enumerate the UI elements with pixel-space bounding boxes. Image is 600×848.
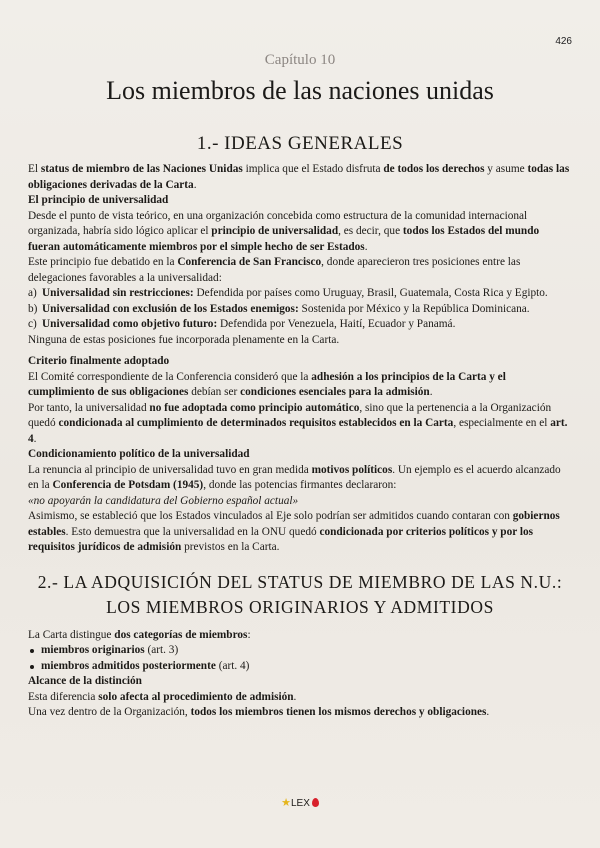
text-run: previstos en la Carta. — [181, 541, 280, 553]
text-run: . Esto demuestra que la universalidad en la ONU quedó — [65, 525, 320, 538]
text-run: La Carta distingue — [28, 628, 115, 641]
text-run: , es decir, que — [338, 225, 403, 237]
bold-run: solo afecta al procedimiento de admisión — [98, 690, 294, 703]
bold-run: de todos los derechos — [383, 163, 485, 175]
position-marker: a) — [28, 287, 37, 299]
text-run: . — [193, 178, 197, 191]
drop-icon — [312, 798, 319, 807]
political-paragraph-1 — [28, 463, 572, 494]
text-run: . — [364, 240, 368, 253]
page-number: 426 — [555, 36, 572, 47]
text-run: Por tanto, la universalidad — [28, 401, 150, 414]
position-label: Universalidad sin restricciones: — [42, 287, 194, 299]
text-run: Desde el punto de vista teórico, en una organización concebida como estructura de la comunidad internacional organizada, habría sido lógico aplicar el — [28, 209, 528, 237]
footer-logo — [0, 796, 600, 809]
bold-run: todos los miembros tienen los mismos derechos y obligaciones — [190, 706, 487, 718]
bold-run: gobiernos estables — [28, 510, 560, 538]
political-heading: Condicionamiento político de la universalidad — [28, 448, 250, 460]
text-run: debían ser — [188, 386, 241, 398]
bold-run: Conferencia de San Francisco — [177, 256, 322, 268]
position-item — [28, 317, 572, 333]
chapter-label: Capítulo 10 — [264, 52, 336, 68]
criterion-heading: Criterio finalmente adoptado — [28, 355, 170, 367]
text-run: y asume — [484, 163, 528, 175]
bold-run: principio de universalidad — [211, 225, 339, 237]
bold-run: motivos políticos — [311, 463, 393, 476]
bold-run: condicionada al cumplimiento de determinados requisitos establecidos en la Carta — [58, 417, 454, 429]
principle-heading: El principio de universalidad — [28, 194, 169, 206]
bold-run: todas las obligaciones derivadas de la Carta — [28, 163, 570, 191]
bullet-icon — [30, 665, 34, 669]
category-label: miembros originarios — [41, 644, 145, 656]
bold-run: no fue adoptada como principio automático — [149, 401, 360, 414]
category-item — [28, 659, 572, 675]
position-text: Sostenida por México y la República Dominicana. — [298, 302, 530, 315]
text-run: , sino que la pertenencia a la Organización quedó — [28, 401, 552, 429]
bold-run: todos los Estados del mundo fueran automáticamente miembros por el simple hecho de ser Estados — [28, 225, 540, 253]
text-run: , donde las potencias firmantes declararon: — [203, 479, 397, 491]
quote-text: «no apoyarán la candidatura del Gobierno español actual» — [28, 494, 299, 507]
text-run: , especialmente en el — [453, 417, 551, 429]
text-run: El Comité correspondiente de la Conferencia consideró que la — [28, 370, 312, 383]
position-label: Universalidad con exclusión de los Estados enemigos: — [42, 302, 299, 315]
position-marker: b) — [28, 302, 38, 315]
text-run: Esta diferencia — [28, 690, 99, 703]
text-run: implica que el Estado disfruta — [242, 163, 384, 175]
text-run: Una vez dentro de la Organización, — [28, 706, 191, 718]
principle-paragraph-2 — [28, 255, 572, 286]
position-label: Universalidad como objetivo futuro: — [42, 318, 218, 330]
bold-run: art. 4 — [28, 417, 568, 445]
bold-run: condiciones esenciales para la admisión — [240, 386, 430, 398]
position-item — [28, 302, 572, 318]
bold-run: status de miembro de las Naciones Unidas — [40, 163, 243, 175]
scope-paragraph-1 — [28, 690, 572, 706]
text-run: La renuncia al principio de universalidad tuvo en gran medida — [28, 463, 312, 476]
text-run: , donde aparecieron tres posiciones entre las delegaciones favorables a la universalidad: — [28, 256, 521, 284]
text-run: El — [28, 163, 41, 175]
text-run: . — [293, 690, 297, 703]
text-run: Este principio fue debatido en la — [28, 256, 178, 268]
position-text: Defendida por países como Uruguay, Brasil, Guatemala, Costa Rica y Egipto. — [193, 287, 548, 299]
position-marker: c) — [28, 318, 37, 330]
positions-note: Ninguna de estas posiciones fue incorporada plenamente en la Carta. — [28, 333, 340, 346]
categories-list — [28, 643, 572, 674]
text-run: Asimismo, se estableció que los Estados vinculados al Eje solo podrían ser admitidos cuando contaran con — [28, 510, 513, 522]
bold-run: condicionada por criterios políticos y por los requisitos jurídicos de admisión — [28, 525, 534, 553]
section1-intro — [28, 162, 572, 193]
section-heading-1: 1.- IDEAS GENERALES — [196, 133, 404, 154]
text-run: . Un ejemplo es el acuerdo alcanzado en la — [28, 463, 561, 491]
political-quote — [28, 494, 572, 510]
category-text: (art. 4) — [215, 659, 250, 672]
page-content — [28, 132, 572, 721]
brand-text: LEX — [290, 798, 310, 809]
criterion-paragraph-1 — [28, 370, 572, 401]
star-icon: ★ — [281, 797, 291, 809]
criterion-paragraph-2 — [28, 401, 572, 448]
scope-paragraph-2 — [28, 705, 572, 721]
positions-list — [28, 286, 572, 333]
principle-paragraph-1 — [28, 209, 572, 256]
scope-heading: Alcance de la distinción — [28, 675, 142, 687]
bold-run: adhesión a los principios de la Carta y el cumplimiento de sus obligaciones — [28, 370, 506, 398]
position-text: Defendida por Venezuela, Haití, Ecuador y Panamá. — [217, 318, 456, 330]
text-run: : — [247, 628, 251, 641]
section2-intro — [28, 628, 572, 644]
political-paragraph-2 — [28, 509, 572, 556]
bullet-icon — [30, 649, 34, 653]
bold-run: Conferencia de Potsdam (1945) — [52, 479, 204, 491]
category-label: miembros admitidos posteriormente — [41, 659, 216, 672]
text-run: . — [429, 386, 433, 398]
category-item — [28, 643, 572, 659]
text-run: . — [33, 432, 37, 445]
text-run: . — [486, 706, 490, 718]
chapter-title: Los miembros de las naciones unidas — [106, 76, 494, 105]
bold-run: dos categorías de miembros — [114, 628, 248, 641]
section-heading-2: 2.- LA ADQUISICIÓN DEL STATUS DE MIEMBRO DE LAS N.U.: LOS MIEMBROS ORIGINARIOS Y ADMITIDOS — [37, 571, 563, 617]
category-text: (art. 3) — [144, 644, 179, 656]
position-item — [28, 286, 572, 302]
